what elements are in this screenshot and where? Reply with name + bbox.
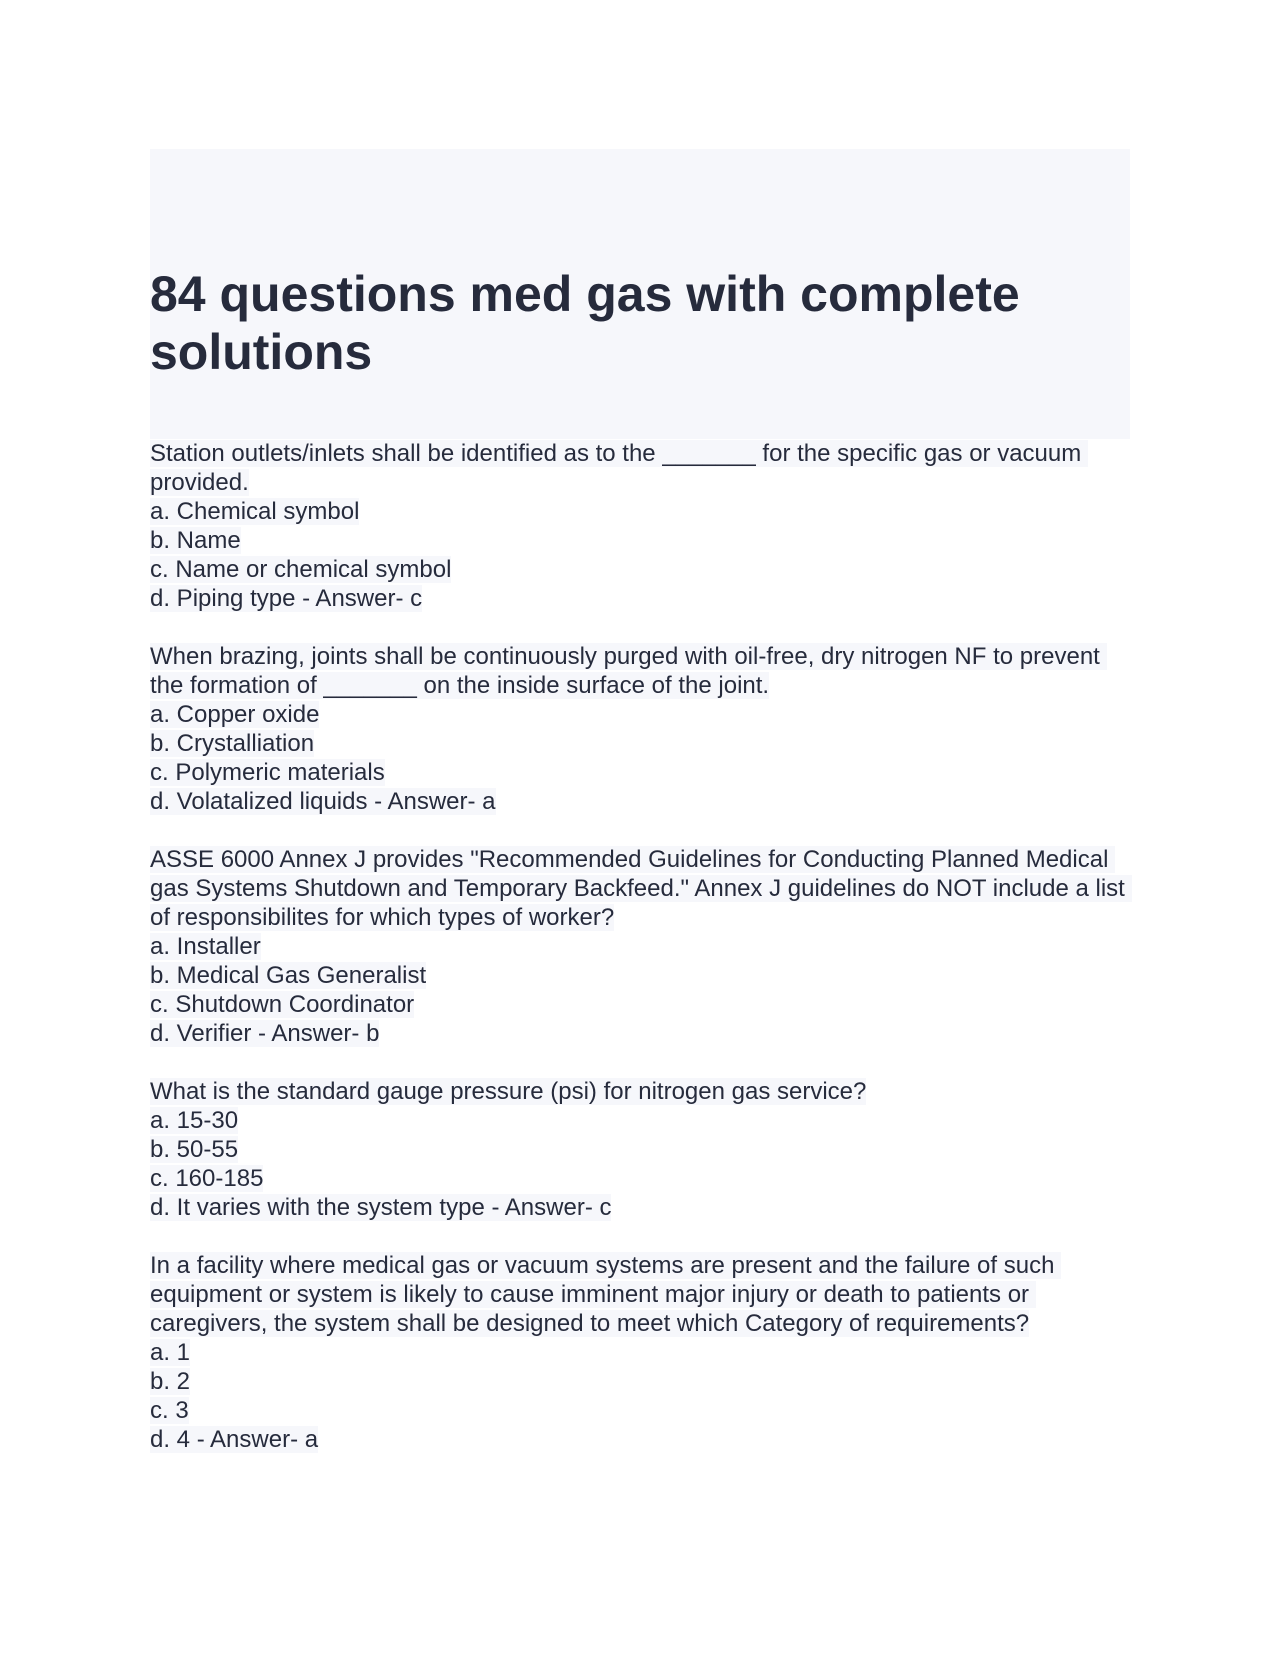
answer-option: a. 15-30 <box>150 1107 239 1134</box>
document-page <box>150 149 1130 1483</box>
answer-option: b. Medical Gas Generalist <box>150 962 427 989</box>
question-1 <box>150 439 1130 613</box>
question-stem: In a facility where medical gas or vacuum systems are present and the failure of such equipment or system is likely to cause imminent major injury or death to patients or caregivers, the system shall be designed to meet which Category of requirements? <box>150 1252 1062 1337</box>
question-stem: What is the standard gauge pressure (psi) for nitrogen gas service? <box>150 1078 867 1105</box>
answer-option: b. Crystalliation <box>150 730 315 757</box>
question-5 <box>150 1251 1130 1454</box>
answer-option: c. Shutdown Coordinator <box>150 991 415 1018</box>
answer-option: b. 50-55 <box>150 1136 239 1163</box>
answer-option: d. Piping type - Answer- c <box>150 585 423 612</box>
answer-option: c. 160-185 <box>150 1165 264 1192</box>
answer-option: d. Volatalized liquids - Answer- a <box>150 788 496 815</box>
answer-option: c. Name or chemical symbol <box>150 556 452 583</box>
answer-option: d. It varies with the system type - Answer- c <box>150 1194 612 1221</box>
question-stem: When brazing, joints shall be continuously purged with oil-free, dry nitrogen NF to prevent the formation of _______ on the inside surface of the joint. <box>150 643 1107 699</box>
question-4 <box>150 1077 1130 1222</box>
question-3 <box>150 845 1130 1048</box>
answer-option: b. 2 <box>150 1368 191 1395</box>
question-stem: ASSE 6000 Annex J provides "Recommended Guidelines for Conducting Planned Medical gas Systems Shutdown and Temporary Backfeed." Annex J guidelines do NOT include a list of responsibilites for which types of worker? <box>150 846 1132 931</box>
answer-option: a. Installer <box>150 933 261 960</box>
document-title: 84 questions med gas with complete solutions <box>150 266 1020 380</box>
answer-option: d. 4 - Answer- a <box>150 1426 319 1453</box>
answer-option: a. Copper oxide <box>150 701 320 728</box>
answer-option: b. Name <box>150 527 241 554</box>
answer-option: a. Chemical symbol <box>150 498 360 525</box>
answer-option: d. Verifier - Answer- b <box>150 1020 380 1047</box>
answer-option: a. 1 <box>150 1339 191 1366</box>
question-stem: Station outlets/inlets shall be identified as to the _______ for the specific gas or vacuum provided. <box>150 440 1088 496</box>
answer-option: c. 3 <box>150 1397 189 1424</box>
question-list <box>150 439 1130 1454</box>
answer-option: c. Polymeric materials <box>150 759 385 786</box>
question-2 <box>150 642 1130 816</box>
title-block <box>150 149 1130 439</box>
